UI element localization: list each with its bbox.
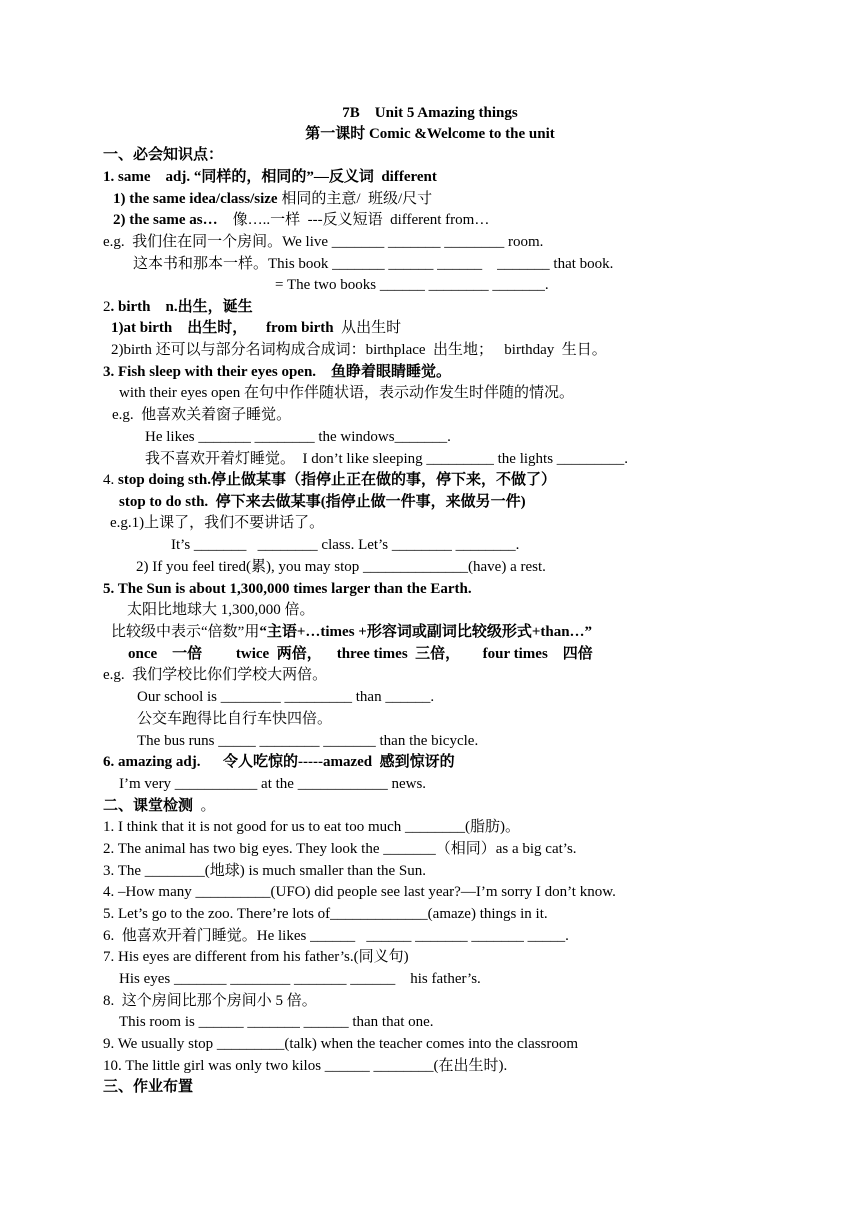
point1-example-2: 这本书和那本一样。This book _______ ______ ______ _______ that book. [133,256,614,272]
point2-item-a-term: 1)at birth 出生时， from birth [111,320,334,336]
point5-example-3: The bus runs _____ ________ _______ than the bicycle. [137,733,479,749]
point5-rule [111,623,592,641]
point4-heading-text: stop doing sth.停止做某事（指停止正在做的事，停下来，不做了） [118,472,556,488]
page-title: 7B Unit 5 Amazing things [342,105,518,121]
exercise-line: 1. I think that it is not good for us to eat too much ________(脂肪)。 [103,819,521,835]
exercise-line: 2. The animal has two big eyes. They look the _______（相同）as a big cat’s. [103,841,577,857]
section3-heading: 三、作业布置 [103,1079,194,1095]
point5-translation: 太阳比地球大 1,300,000 倍。 [127,602,315,618]
point6-heading: 6. amazing adj. 令人吃惊的-----amazed 感到惊讶的 [103,754,455,770]
section1-heading: 一、必会知识点： [103,147,224,163]
exercise-line: 6. 他喜欢开着门睡觉。He likes ______ ______ _______ _______ _____. [103,928,569,944]
point4-example-label: e.g.1)上课了，我们不要讲话了。 [110,515,325,531]
point3-note: with their eyes open 在句中作伴随状语，表示动作发生时伴随的情况。 [119,385,574,401]
point4-example-1: It’s _______ ________ class. Let’s ________ ________. [171,537,520,553]
point4-number: 4. [103,472,118,488]
exercise-line: 10. The little girl was only two kilos ______ ________(在出生时). [103,1058,508,1074]
point3-heading: 3. Fish sleep with their eyes open. 鱼睁着眼睛睡觉。 [103,364,452,380]
exercise-line: 4. –How many __________(UFO) did people see last year?—I’m sorry I don’t know. [103,884,616,900]
point6-example: I’m very ___________ at the ____________ news. [119,776,427,792]
point1-item-a [113,190,432,208]
exercise-line: His eyes _______ ________ _______ ______ his father’s. [119,971,481,987]
section2-heading [103,797,216,815]
point1-item-b [113,211,489,229]
point5-example-1: Our school is ________ _________ than ______. [137,689,435,705]
point1-example-1: e.g. 我们住在同一个房间。We live _______ _______ ________ room. [103,234,544,250]
point4-example-2: 2) If you feel tired(累), you may stop ______________(have) a rest. [136,559,546,575]
point5-rule-intro: 比较级中表示“倍数”用 [111,624,260,640]
exercise-line: 9. We usually stop _________(talk) when the teacher comes into the classroom [103,1036,579,1052]
point3-example-1: He likes _______ ________ the windows_______. [145,429,451,445]
point5-multiples: once 一倍 twice 两倍， three times 三倍， four times 四倍 [128,646,593,662]
point2-item-a-meaning: 从出生时 [333,320,402,336]
point5-rule-pattern: “主语+…times +形容词或副词比较级形式+than…” [259,624,593,640]
point1-heading: 1. same adj. “同样的，相同的”—反义词 different [103,169,437,185]
exercise-line: 5. Let’s go to the zoo. There’re lots of_____________(amaze) things in it. [103,906,548,922]
point1-example-3: = The two books ______ ________ _______. [275,277,549,293]
point2-heading-text: . birth n.出生，诞生 [110,299,253,315]
point5-example-label: e.g. 我们学校比你们学校大两倍。 [103,667,328,683]
point2-heading [103,298,253,316]
exercise-line: This room is ______ _______ ______ than that one. [119,1014,434,1030]
point4-heading [103,471,556,489]
point3-example-2: 我不喜欢开着灯睡觉。 I don’t like sleeping _________ the lights _________. [145,451,629,467]
exercise-line: 3. The ________(地球) is much smaller than the Sun. [103,863,427,879]
page-subtitle: 第一课时 Comic &Welcome to the unit [305,126,555,142]
point4-item-b: stop to do sth. 停下来去做某事(指停止做一件事，来做另一件) [119,494,526,510]
point3-example-label: e.g. 他喜欢关着窗子睡觉。 [112,407,292,423]
section2-heading-suffix: 。 [193,798,216,814]
point5-heading: 5. The Sun is about 1,300,000 times larger than the Earth. [103,581,472,597]
point1-item-b-meaning: 像…..一样 ---反义短语 different from… [217,212,490,228]
exercise-line: 7. His eyes are different from his father’s.(同义句) [103,949,409,965]
point5-example-2: 公交车跑得比自行车快四倍。 [137,711,333,727]
section2-heading-text: 二、课堂检测 [103,798,194,814]
point1-item-b-term: 2) the same as… [113,212,218,228]
point1-item-a-meaning: 相同的主意/ 班级/尺寸 [277,191,433,207]
point2-item-b: 2)birth 还可以与部分名词构成合成词：birthplace 出生地； birthday 生日。 [111,342,607,358]
point2-number: 2 [103,299,111,315]
point2-item-a [111,319,401,337]
exercise-line: 8. 这个房间比那个房间小 5 倍。 [103,993,317,1009]
point1-item-a-term: 1) the same idea/class/size [113,191,278,207]
